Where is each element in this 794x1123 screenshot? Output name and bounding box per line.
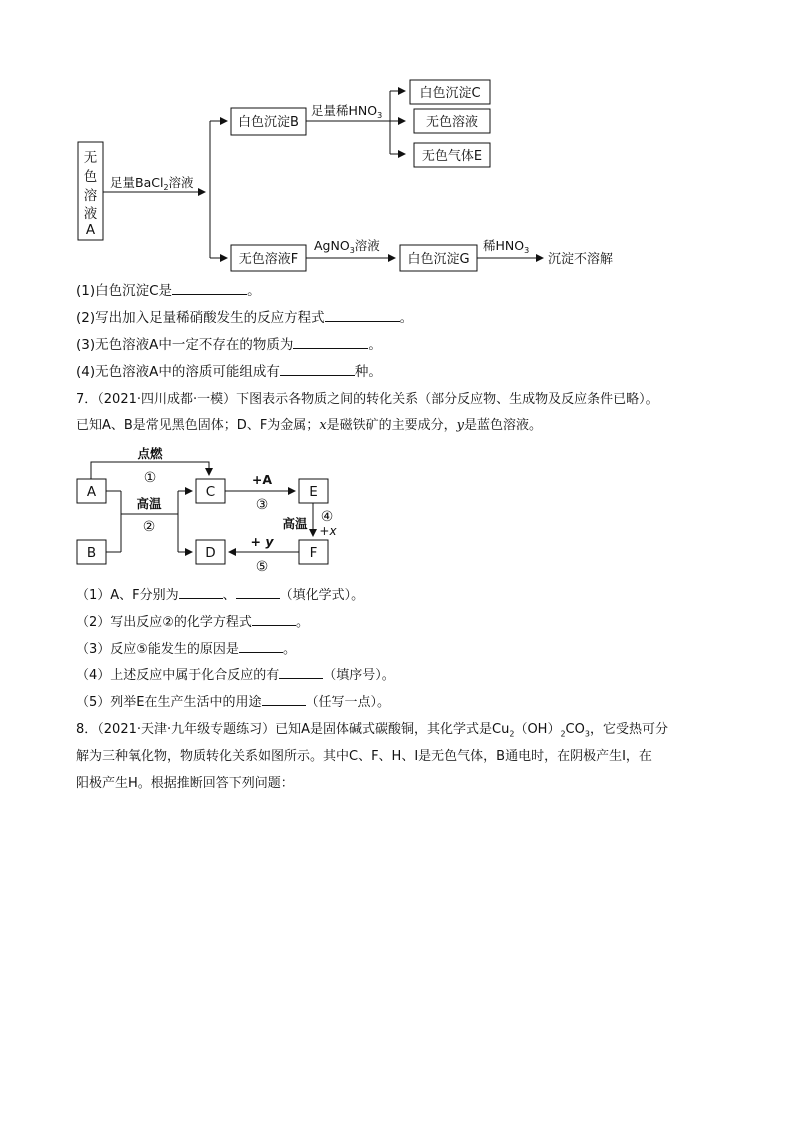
ignite-label: 点燃 <box>137 446 163 461</box>
box-a-char-4: 液 <box>83 206 98 222</box>
answer-blank[interactable] <box>239 640 283 653</box>
reagent-bacl2-label: 足量BaCl$_2$溶液 <box>110 175 194 192</box>
high-temp-label-2: 高温 <box>282 516 308 531</box>
q7-part-2: （2）写出反应②的化学方程式 。 <box>76 615 309 630</box>
box-colorless-solution-label: 无色溶液 <box>425 115 479 130</box>
reaction-number-4: ④ <box>320 509 334 525</box>
reagent-agno3-label: AgNO$_3$溶液 <box>314 238 380 255</box>
q6-part-2: (2)写出加入足量稀硝酸发生的反应方程式 。 <box>76 310 414 326</box>
box-a-char-3: 溶 <box>83 188 98 204</box>
node-c-label: C <box>205 484 216 500</box>
plus-a-label: +A <box>251 472 273 487</box>
box-a-char-5: A <box>85 222 96 238</box>
reaction-number-2: ② <box>142 519 156 535</box>
answer-blank[interactable] <box>179 586 223 599</box>
answer-blank[interactable] <box>262 693 306 706</box>
reaction-number-1: ① <box>143 470 157 486</box>
box-a-char-1: 无 <box>83 150 98 166</box>
answer-blank[interactable] <box>172 282 247 295</box>
q7-part-5: （5）列举E在生产生活中的用途 （任写一点）。 <box>76 695 391 710</box>
answer-blank[interactable] <box>252 613 296 626</box>
q7-part-1: （1）A、F分别为 、 （填化学式）。 <box>76 588 365 603</box>
box-c-label: 白色沉淀C <box>419 86 481 101</box>
node-f-label: F <box>309 545 318 561</box>
q8-line-2: 解为三种氧化物，物质转化关系如图所示。其中C、F、H、I是无色气体，B通电时，在阴极产生I，在 <box>76 749 652 764</box>
box-f-label: 无色溶液F <box>238 252 299 267</box>
flowchart-diagram <box>0 0 794 280</box>
node-e-label: E <box>309 484 318 500</box>
q6-part-3: (3)无色溶液A中一定不存在的物质为 。 <box>76 337 382 353</box>
box-a-char-2: 色 <box>83 169 98 185</box>
result-label: 沉淀不溶解 <box>548 252 614 267</box>
answer-blank[interactable] <box>236 586 280 599</box>
node-d-label: D <box>205 545 216 561</box>
q8-line-1: 8．（2021·天津·九年级专题练习）已知A是固体碱式碳酸铜，其化学式是$Cu_2(OH)_2CO_3$，它受热可分 <box>76 722 668 739</box>
answer-blank[interactable] <box>279 666 323 679</box>
plus-y-label: + y <box>250 534 274 549</box>
box-b-label: 白色沉淀B <box>238 115 299 130</box>
q7-part-3: （3）反应⑤能发生的原因是 。 <box>76 642 296 657</box>
high-temp-label: 高温 <box>136 496 162 511</box>
answer-blank[interactable] <box>280 363 355 376</box>
node-b-label: B <box>86 545 97 561</box>
q6-part-4: (4)无色溶液A中的溶质可能组成有 种。 <box>76 364 382 380</box>
q6-part-1: (1)白色沉淀C是 。 <box>76 283 261 299</box>
q7-known: 已知A、B是常见黑色固体；D、F为金属；x是磁铁矿的主要成分，y是蓝色溶液。 <box>76 418 543 433</box>
reagent-hno3-label: 足量稀$HNO_3$ <box>311 103 383 120</box>
plus-x-label: +x <box>319 524 337 538</box>
q7-reaction-diagram <box>0 440 400 580</box>
node-a-label: A <box>86 484 97 500</box>
box-g-label: 白色沉淀G <box>407 252 470 267</box>
reagent-dilute-hno3-label: 稀$HNO_3$ <box>483 238 530 255</box>
reaction-number-3: ③ <box>255 497 269 513</box>
answer-blank[interactable] <box>293 336 368 349</box>
q7-intro: 7．（2021·四川成都·一模）下图表示各物质之间的转化关系（部分反应物、生成物及反应条件已略）。 <box>76 392 659 407</box>
reaction-number-5: ⑤ <box>255 559 269 575</box>
q7-part-4: （4）上述反应中属于化合反应的有 （填序号）。 <box>76 668 395 683</box>
answer-blank[interactable] <box>325 309 400 322</box>
box-e-label: 无色气体E <box>421 149 483 164</box>
q8-line-3: 阳极产生H。根据推断回答下列问题： <box>76 776 294 791</box>
